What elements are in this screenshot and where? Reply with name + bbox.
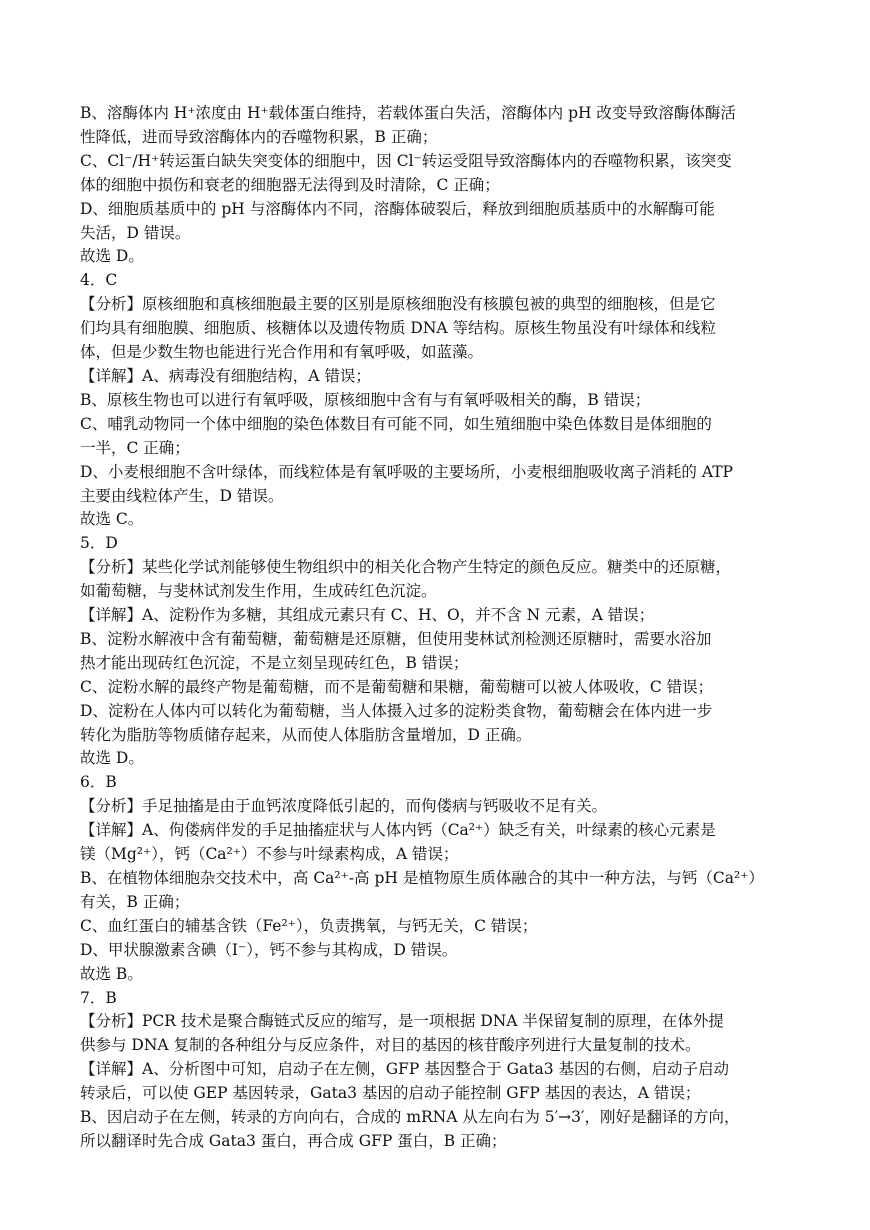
text-line: 性降低，进而导致溶酶体内的吞噬物积累，B 正确； xyxy=(80,127,438,146)
text-line: 【详解】A、佝偻病伴发的手足抽搐症状与人体内钙（Ca²⁺）缺乏有关，叶绿素的核心元素是 xyxy=(80,821,716,840)
text-line: 【分析】某些化学试剂能够使生物组织中的相关化合物产生特定的颜色反应。糖类中的还原糖， xyxy=(80,558,732,577)
text-line: 6．B xyxy=(80,773,117,792)
text-line: 【分析】手足抽搐是由于血钙浓度降低引起的，而佝偻病与钙吸收不足有关。 xyxy=(80,797,608,816)
text-line: 故选 C。 xyxy=(80,510,144,529)
text-line: 转录后，可以使 GEP 基因转录，Gata3 基因的启动子能控制 GFP 基因的表达，A 错误； xyxy=(80,1084,701,1103)
text-line: 有关，B 正确； xyxy=(80,892,190,911)
text-line: D、细胞质基质中的 pH 与溶酶体内不同，溶酶体破裂后，释放到细胞质基质中的水解酶可能 xyxy=(80,199,715,218)
text-line: 转化为脂肪等物质储存起来，从而使人体脂肪含量增加，D 正确。 xyxy=(80,725,532,744)
text-line: 所以翻译时先合成 Gata3 蛋白，再合成 GFP 蛋白，B 正确； xyxy=(80,1131,507,1150)
text-line: 故选 B。 xyxy=(80,964,143,983)
text-line: 4．C xyxy=(80,271,118,290)
text-line: 【详解】A、病毒没有细胞结构，A 错误； xyxy=(80,366,371,385)
text-line: 7．B xyxy=(80,988,117,1007)
document-page xyxy=(80,102,792,1154)
text-line: 失活，D 错误。 xyxy=(80,223,191,242)
text-line: 一半，C 正确； xyxy=(80,438,190,457)
text-line: 【分析】原核细胞和真核细胞最主要的区别是原核细胞没有核膜包被的典型的细胞核，但是它 xyxy=(80,295,716,314)
text-line: D、小麦根细胞不含叶绿体，而线粒体是有氧呼吸的主要场所，小麦根细胞吸收离子消耗的 ATP xyxy=(80,462,733,481)
text-line: 5．D xyxy=(80,534,118,553)
text-line: D、甲状腺激素含碘（I⁻），钙不参与其构成，D 错误。 xyxy=(80,940,458,959)
text-line: C、Cl⁻/H⁺转运蛋白缺失突变体的细胞中，因 Cl⁻转运受阻导致溶酶体内的吞噬物积累，该突变 xyxy=(80,151,732,170)
text-line: 体，但是少数生物也能进行光合作用和有氧呼吸，如蓝藻。 xyxy=(80,343,484,362)
text-line: 【详解】A、分析图中可知，启动子在左侧，GFP 基因整合于 Gata3 基因的右侧，启动子启动 xyxy=(80,1060,729,1079)
text-line: 故选 D。 xyxy=(80,247,144,266)
text-line: C、血红蛋白的辅基含铁（Fe²⁺），负责携氧，与钙无关，C 错误； xyxy=(80,916,538,935)
text-line: 【分析】PCR 技术是聚合酶链式反应的缩写，是一项根据 DNA 半保留复制的原理，在体外提 xyxy=(80,1012,724,1031)
text-line: B、在植物体细胞杂交技术中，高 Ca²⁺-高 pH 是植物原生质体融合的其中一种方法，与钙（Ca²⁺） xyxy=(80,869,764,887)
text-line: 热才能出现砖红色沉淀，不是立刻呈现砖红色，B 错误； xyxy=(80,653,469,672)
text-line: B、因启动子在左侧，转录的方向向右，合成的 mRNA 从左向右为 5′→3′，刚好是翻译的方向， xyxy=(80,1108,740,1127)
text-line: 故选 D。 xyxy=(80,749,144,768)
text-line: 体的细胞中损伤和衰老的细胞器无法得到及时清除，C 正确； xyxy=(80,175,500,194)
text-line: C、淀粉水解的最终产物是葡萄糖，而不是葡萄糖和果糖，葡萄糖可以被人体吸收，C 错误； xyxy=(80,677,714,696)
text-line: 们均具有细胞膜、细胞质、核糖体以及遗传物质 DNA 等结构。原核生物虽没有叶绿体和线粒 xyxy=(80,319,717,338)
text-line: B、溶酶体内 H⁺浓度由 H⁺载体蛋白维持，若载体蛋白失活，溶酶体内 pH 改变导致溶酶体酶活 xyxy=(80,104,736,122)
text-line: 镁（Mg²⁺），钙（Ca²⁺）不参与叶绿素构成，A 错误； xyxy=(80,845,459,864)
text-line: 主要由线粒体产生，D 错误。 xyxy=(80,486,284,505)
text-line: C、哺乳动物同一个体中细胞的染色体数目有可能不同，如生殖细胞中染色体数目是体细胞的 xyxy=(80,414,712,433)
text-line: 供参与 DNA 复制的各种组分与反应条件，对目的基因的核苷酸序列进行大量复制的技术。 xyxy=(80,1036,701,1055)
text-line: D、淀粉在人体内可以转化为葡萄糖，当人体摄入过多的淀粉类食物，葡萄糖会在体内进一步 xyxy=(80,701,713,720)
text-line: B、淀粉水解液中含有葡萄糖，葡萄糖是还原糖，但使用斐林试剂检测还原糖时，需要水浴加 xyxy=(80,629,712,648)
text-line: 【详解】A、淀粉作为多糖，其组成元素只有 C、H、O，并不含 N 元素，A 错误； xyxy=(80,606,655,625)
text-line: B、原核生物也可以进行有氧呼吸，原核细胞中含有与有氧呼吸相关的酶，B 错误； xyxy=(80,390,651,409)
text-line: 如葡萄糖，与斐林试剂发生作用，生成砖红色沉淀。 xyxy=(80,582,437,601)
